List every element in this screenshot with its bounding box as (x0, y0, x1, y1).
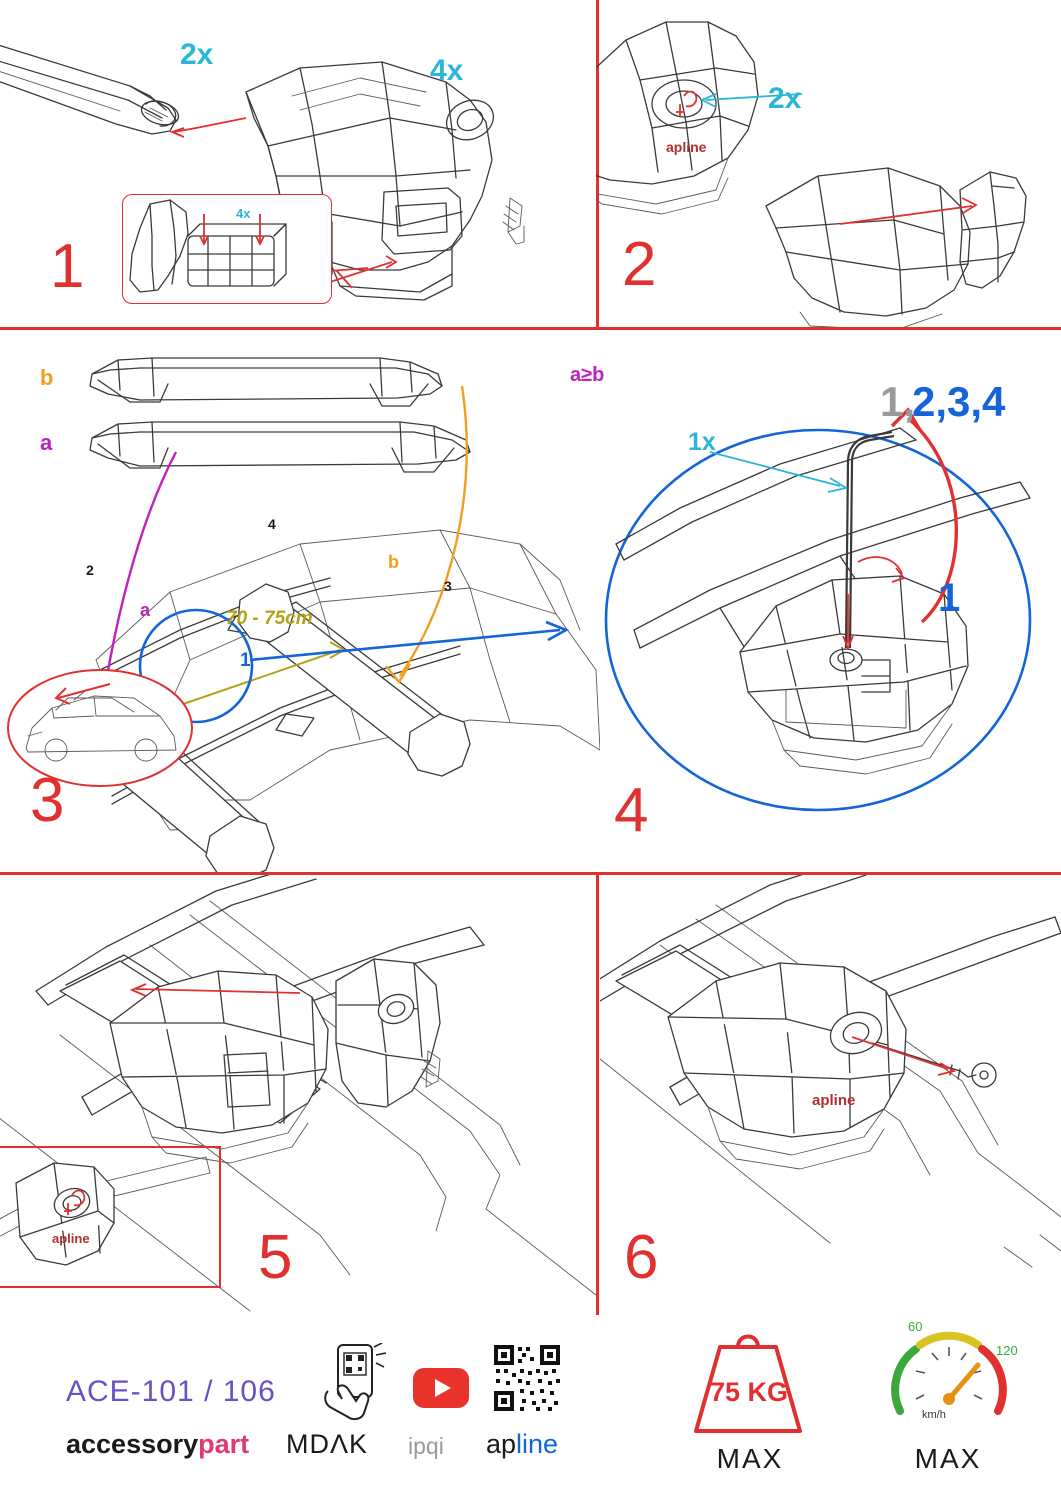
step-6-illustration (600, 875, 1061, 1315)
step-4-qty-1x: 1x (688, 428, 716, 456)
step-6-panel (600, 875, 1061, 1315)
step-3-panel (0, 330, 600, 872)
bar-label-b: b (40, 365, 54, 390)
step-5-panel (0, 875, 596, 1315)
bar-label-a: a (40, 430, 53, 455)
brand-apline (486, 1429, 558, 1460)
arrow-label-b: b (388, 552, 399, 572)
sequence-grey: 1, (880, 378, 916, 425)
step-3-illustration (0, 330, 600, 872)
max-speed-label: MAX (914, 1443, 982, 1474)
foot-number-2: 2 (86, 562, 94, 578)
step-5-number: 5 (258, 1223, 294, 1292)
foot-number-4: 4 (268, 516, 276, 532)
foot-number-3: 3 (444, 578, 452, 594)
brand-mdak: MDΛK (286, 1429, 369, 1459)
condition-text: a≥b (570, 364, 605, 386)
step-2-qty-2x: 2x (768, 82, 802, 115)
youtube-icon (412, 1367, 470, 1409)
svg-text:4x: 4x (236, 206, 251, 221)
max-load-label: MAX (716, 1443, 784, 1474)
product-code: ACE-101 / 106 (66, 1375, 276, 1408)
condition-note (570, 364, 604, 387)
step-1-panel (0, 0, 596, 327)
qr-code-icon (492, 1343, 562, 1413)
max-speed-icon (886, 1315, 1012, 1439)
speed-tick-low: 60 (908, 1319, 923, 1334)
speed-tick-high: 120 (996, 1343, 1018, 1358)
highlight-number: 1 (938, 576, 961, 620)
qr-hand-icon (318, 1343, 390, 1423)
svg-text:apline: apline (52, 1231, 90, 1246)
divider-vertical-bottom (596, 875, 599, 1315)
svg-text:apline: apline (666, 139, 707, 155)
footer (0, 1315, 1061, 1500)
brand-line-text: line (516, 1429, 559, 1459)
speed-unit: km/h (922, 1409, 946, 1421)
max-load-value: 75 KG (709, 1377, 789, 1407)
step-4-number: 4 (614, 776, 650, 845)
arrow-label-a: a (140, 600, 151, 620)
step-1-qty-4x: 4x (430, 54, 464, 87)
step-2-illustration (596, 0, 1061, 327)
sequence-blue: 2,3,4 (912, 378, 1006, 425)
step-2-panel (596, 0, 1061, 327)
brand-ipqi: ipqi (408, 1433, 444, 1459)
step-1-inset-illustration (124, 196, 328, 300)
step-5-illustration (0, 875, 596, 1315)
step-1-number: 1 (50, 232, 86, 301)
step-3-number: 3 (30, 766, 66, 835)
brand-ap-text: ap (486, 1429, 517, 1459)
step-4-panel (570, 330, 1061, 872)
step-6-number: 6 (624, 1223, 660, 1292)
brand-part-text: part (198, 1429, 250, 1459)
step-1-qty-2x: 2x (180, 38, 214, 71)
foot-number-1: 1 (240, 650, 251, 671)
svg-text:apline: apline (812, 1092, 856, 1109)
step-2-number: 2 (622, 230, 658, 299)
brand-accessorypart (66, 1429, 249, 1460)
brand-accessory-text: accessory (66, 1429, 199, 1459)
dimension-label: 70 - 75cm (226, 608, 313, 629)
